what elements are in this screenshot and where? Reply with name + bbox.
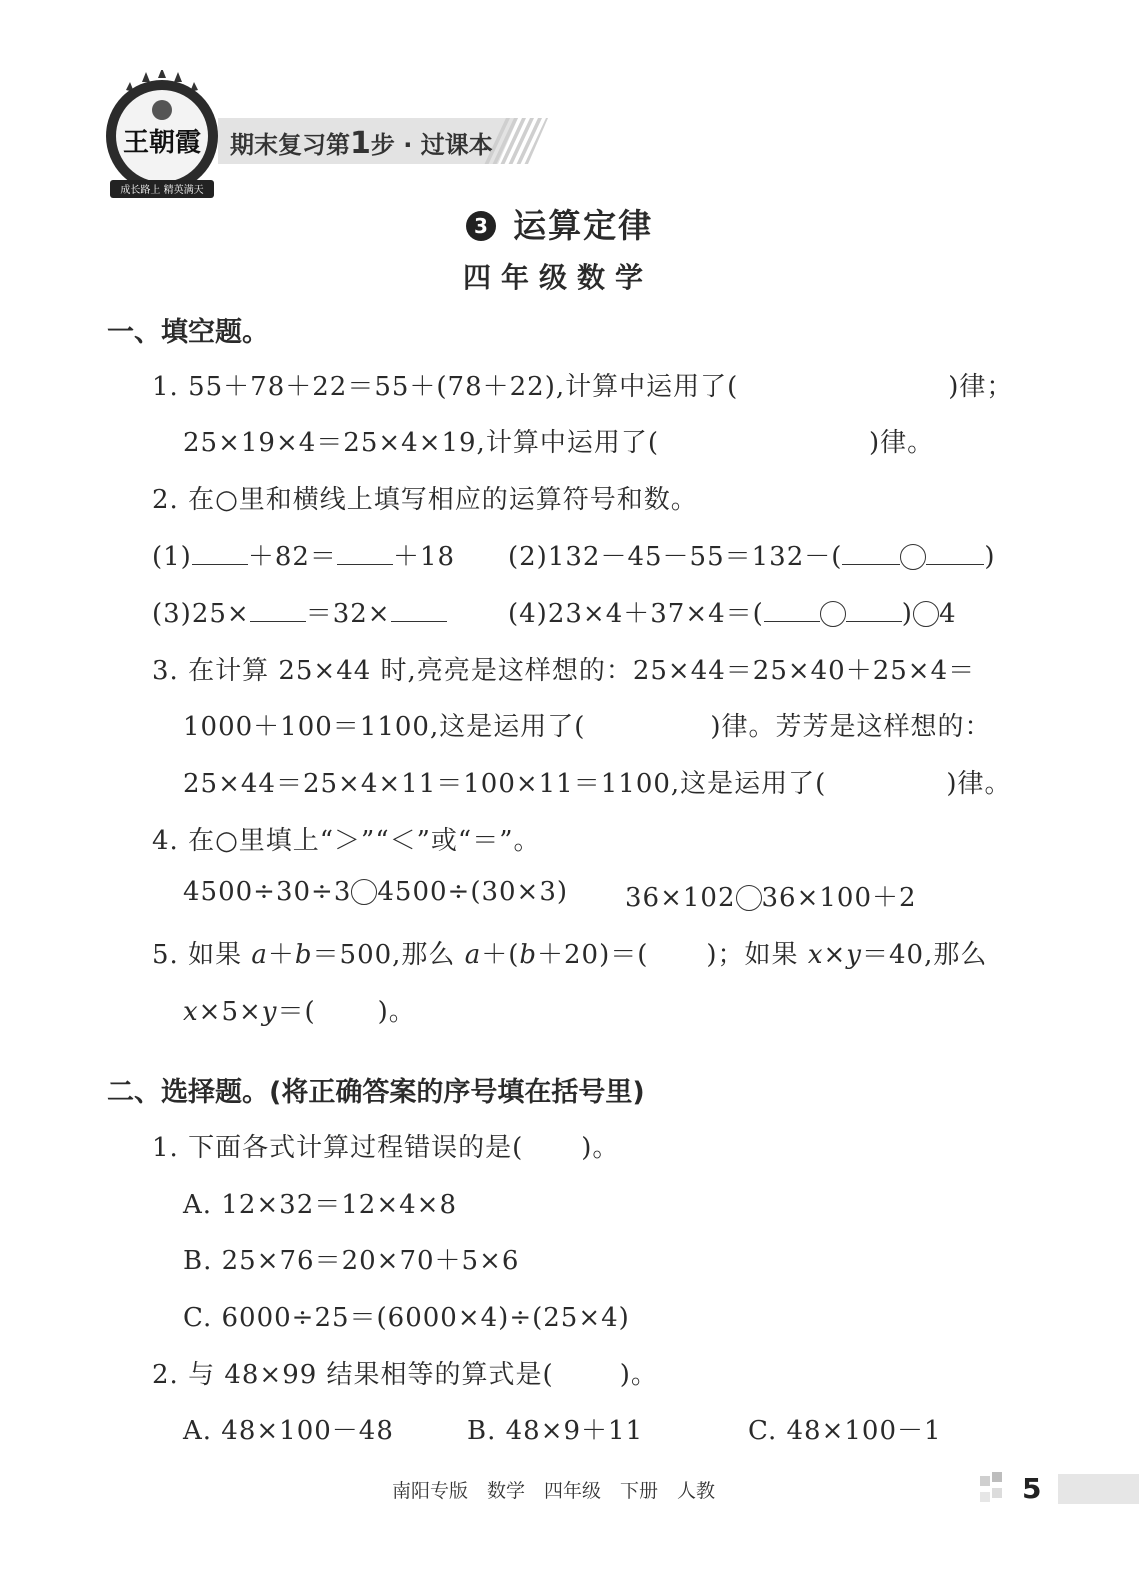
question-4b (625, 877, 917, 914)
question-text: )律。芳芳是这样想的： (710, 712, 992, 742)
logo-motto: 成长路上 精英满天 (120, 185, 204, 196)
question-text: 4 (938, 599, 957, 629)
question-text: ＋ (267, 940, 295, 970)
question-2-3 (152, 593, 447, 630)
question-text: )律； (948, 372, 1014, 402)
footer-squares-icon (980, 1472, 1020, 1504)
question-text: 25×19×4＝25×4×19,计算中运用了( (183, 428, 659, 458)
option-a: A. 48×100－48 (183, 1416, 394, 1446)
question-text: ) (901, 599, 913, 629)
answer-circle[interactable] (736, 885, 762, 911)
answer-blank[interactable] (337, 544, 393, 565)
footer-text: 南阳专版 数学 四年级 下册 人教 (392, 1480, 716, 1502)
lesson-title (466, 200, 653, 247)
answer-circle[interactable] (820, 601, 846, 627)
question-text: )。 (619, 1360, 658, 1390)
question-text: 25×44＝25×4×11＝100×11＝1100,这是运用了( (183, 769, 827, 799)
question-3c (183, 763, 1011, 800)
question-text: ＋20)＝( (537, 940, 649, 970)
question-text: )。 (581, 1133, 620, 1163)
question-2-2 (508, 536, 996, 573)
question-4: 4. 在○里填上“＞”“＜”或“＝”。 (152, 826, 541, 856)
option-b: B. 25×76＝20×70＋5×6 (183, 1246, 520, 1276)
question-text: × (823, 940, 847, 970)
question-text: 2. 与 48×99 结果相等的算式是( (152, 1360, 554, 1390)
answer-blank[interactable] (846, 601, 902, 622)
question-text: (2)132－45－55＝132－( (508, 542, 843, 572)
lesson-title-text: 运算定律 (513, 206, 654, 245)
question-text: ＝40,那么 (861, 940, 988, 970)
question-text: (1) (152, 542, 192, 572)
question-5b (183, 991, 416, 1028)
section-heading: 二、选择题。(将正确答案的序号填在括号里) (107, 1077, 645, 1108)
question-text: ) (984, 542, 996, 572)
banner-text (230, 125, 493, 161)
question-text: 1. 55＋78＋22＝55＋(78＋22),计算中运用了( (152, 372, 739, 402)
answer-blank[interactable] (192, 544, 248, 565)
answer-circle[interactable] (900, 544, 926, 570)
answer-blank[interactable] (926, 544, 984, 565)
question-text: )律。 (868, 428, 935, 458)
question-text: (3)25× (152, 599, 250, 629)
variable-y: y (261, 997, 278, 1027)
question-text: 1000＋100＝1100,这是运用了( (183, 712, 586, 742)
banner-prefix: 期末复习第 (230, 131, 350, 159)
answer-circle[interactable] (913, 601, 939, 627)
logo-text: 王朝霞 (122, 128, 201, 158)
answer-blank[interactable] (391, 601, 447, 622)
question-text: ＝32× (305, 599, 391, 629)
answer-blank[interactable] (842, 544, 900, 565)
variable-y: y (846, 940, 862, 970)
lesson-subtitle: 四年级数学 (463, 261, 654, 294)
question-5a (152, 934, 987, 971)
question-text: 36×100＋2 (761, 883, 917, 913)
option-b: B. 48×9＋11 (467, 1416, 644, 1446)
option-a: A. 12×32＝12×4×8 (183, 1190, 457, 1220)
question-2: 2. 在○里和横线上填写相应的运算符号和数。 (152, 485, 698, 515)
variable-a: a (464, 940, 482, 970)
question-3a: 3. 在计算 25×44 时,亮亮是这样想的：25×44＝25×40＋25×4＝ (152, 656, 976, 686)
answer-blank[interactable] (250, 601, 306, 622)
question-text: )律。 (946, 769, 1012, 799)
publisher-logo (102, 70, 222, 200)
variable-b: b (519, 940, 538, 970)
header-banner (218, 118, 548, 164)
question-text: ＋82＝ (247, 542, 337, 572)
answer-blank[interactable] (764, 601, 820, 622)
question-text: )；如果 (706, 940, 808, 970)
question-4a (183, 877, 568, 907)
variable-x: x (807, 940, 824, 970)
question-text: 36×102 (625, 883, 736, 913)
question-1b (183, 422, 934, 459)
option-c: C. 6000÷25＝(6000×4)÷(25×4) (183, 1303, 630, 1333)
question-2-4 (508, 593, 957, 630)
question-2-1 (152, 536, 455, 573)
question-text: 5. 如果 (152, 940, 252, 970)
question-text: 4500÷30÷3 (183, 877, 352, 907)
banner-suffix: 步 · 过课本 (370, 131, 493, 159)
variable-b: b (294, 940, 313, 970)
question-text: 4500÷(30×3) (377, 877, 569, 907)
lesson-number-badge: 3 (466, 211, 496, 241)
question-text: 1. 下面各式计算过程错误的是( (152, 1133, 524, 1163)
question-text: ＋( (481, 940, 520, 970)
footer-decoration (980, 1472, 1020, 1504)
answer-circle[interactable] (351, 879, 377, 905)
question-text: ＝500,那么 (312, 940, 465, 970)
banner-step: 1 (350, 126, 371, 161)
option-c: C. 48×100－1 (748, 1416, 942, 1446)
question-text: )。 (377, 997, 416, 1027)
variable-a: a (251, 940, 268, 970)
choice-question-2 (152, 1354, 658, 1391)
question-text: ＝( (277, 997, 316, 1027)
question-3b (183, 706, 992, 743)
question-text: (4)23×4＋37×4＝( (508, 599, 764, 629)
footer-bar (1058, 1474, 1139, 1504)
question-text: ＋18 (392, 542, 456, 572)
page-number: 5 (1022, 1472, 1042, 1505)
question-text: ×5× (198, 997, 262, 1027)
choice-question-1 (152, 1127, 619, 1164)
question-1a (152, 366, 1013, 403)
section-heading: 一、填空题。 (107, 317, 269, 348)
variable-x: x (183, 997, 199, 1027)
